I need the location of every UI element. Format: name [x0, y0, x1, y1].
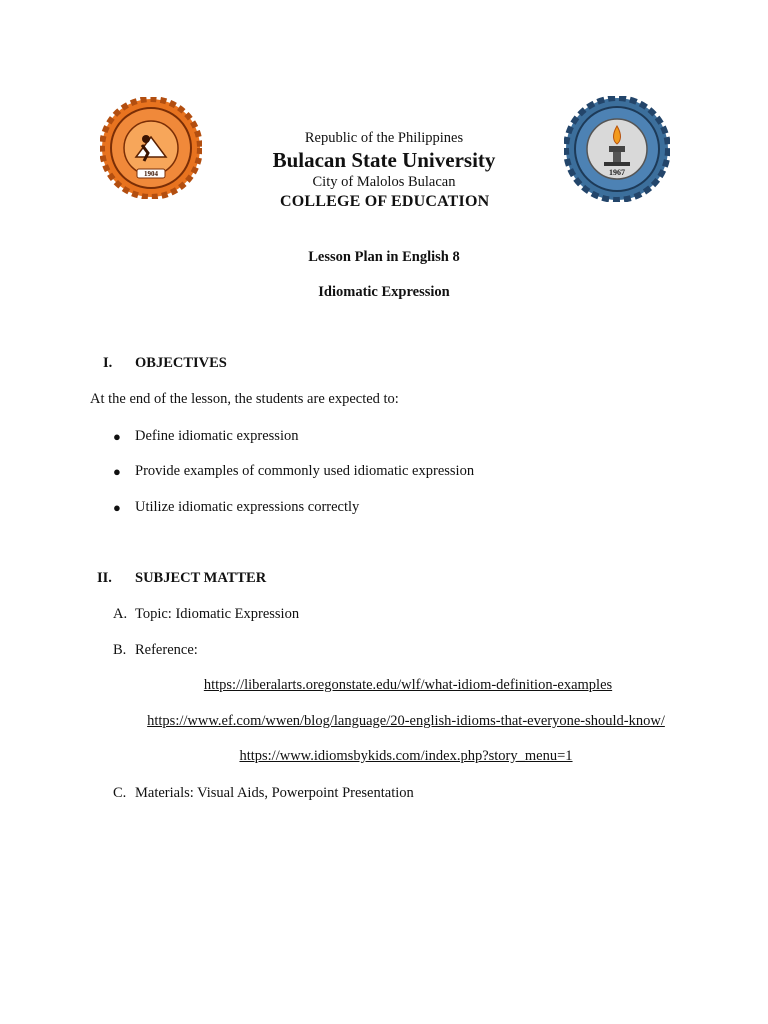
objective-item: Define idiomatic expression: [135, 428, 299, 444]
objective-item: Utilize idiomatic expressions correctly: [135, 499, 360, 515]
reference-letter: B.: [113, 642, 127, 658]
topic-text: Topic: Idiomatic Expression: [135, 606, 300, 622]
reference-link[interactable]: https://liberalarts.oregonstate.edu/wlf/what-idiom-definition-examples: [203, 677, 613, 693]
left-logo-year: 1904: [144, 170, 158, 178]
reference-link[interactable]: https://www.idiomsbykids.com/index.php?story_menu=1: [239, 748, 573, 764]
bullet-icon: ●: [113, 429, 121, 444]
reference-label: Reference:: [135, 642, 198, 658]
materials-text: Materials: Visual Aids, Powerpoint Presentation: [135, 785, 414, 801]
bullet-icon: ●: [113, 464, 121, 479]
subject-matter-numeral: II.: [97, 570, 112, 586]
republic-line: Republic of the Philippines: [304, 130, 464, 146]
university-name: Bulacan State University: [272, 148, 496, 172]
right-logo-year: 1967: [609, 168, 625, 177]
college-name: COLLEGE OF EDUCATION: [280, 193, 490, 210]
objectives-heading: OBJECTIVES: [135, 355, 227, 371]
subject-matter-heading: SUBJECT MATTER: [135, 570, 267, 586]
objectives-numeral: I.: [103, 355, 113, 371]
bullet-icon: ●: [113, 500, 121, 515]
topic-letter: A.: [113, 606, 128, 622]
lesson-plan-title: Lesson Plan in English 8: [308, 249, 460, 265]
objectives-intro: At the end of the lesson, the students are expected to:: [90, 391, 399, 407]
materials-letter: C.: [113, 785, 127, 801]
reference-link[interactable]: https://www.ef.com/wwen/blog/language/20-english-idioms-that-everyone-should-know/: [147, 713, 665, 729]
city-line: City of Malolos Bulacan: [312, 174, 456, 190]
objective-item: Provide examples of commonly used idiomatic expression: [135, 463, 475, 479]
lesson-topic-title: Idiomatic Expression: [318, 284, 450, 300]
